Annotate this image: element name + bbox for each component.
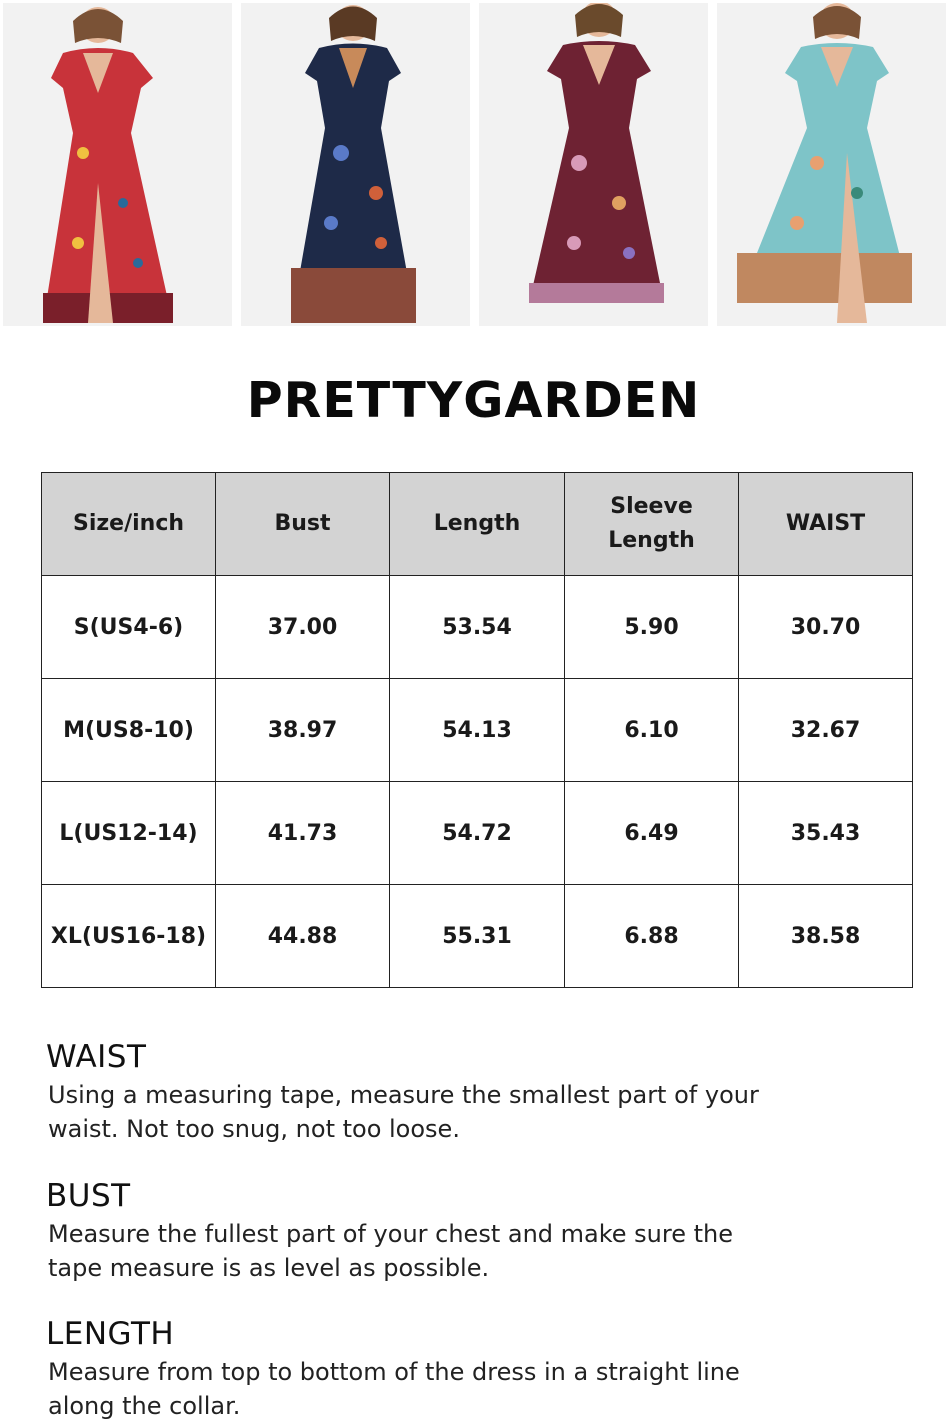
guide-text: Using a measuring tape, measure the smallest part of your waist. Not too snug, not too loose. [48,1081,759,1143]
guide-text: Measure from top to bottom of the dress in a straight line along the collar. [48,1358,740,1420]
waist-cell: 32.67 [739,679,913,782]
dress-figure-icon [241,3,470,326]
length-cell: 53.54 [390,576,565,679]
product-photo-strip [0,0,947,330]
size-cell: L(US12-14) [42,782,216,885]
bust-cell: 37.00 [216,576,390,679]
dress-figure-icon [717,3,946,326]
length-cell: 54.72 [390,782,565,885]
guide-title: LENGTH [46,1316,175,1352]
brand-title: PRETTYGARDEN [246,372,701,429]
length-cell: 54.13 [390,679,565,782]
table-row [42,885,913,988]
sleeve-cell: 6.49 [565,782,739,885]
column-header: Sleeve Length [565,473,739,576]
size-cell: S(US4-6) [42,576,216,679]
dress-figure-icon [3,3,232,326]
waist-cell: 30.70 [739,576,913,679]
guide-bust [46,1179,766,1285]
guide-title: BUST [46,1178,131,1214]
dress-photo-red [3,3,232,326]
dress-figure-icon [479,3,708,326]
bust-cell: 41.73 [216,782,390,885]
bust-cell: 38.97 [216,679,390,782]
sleeve-cell: 6.10 [565,679,739,782]
waist-cell: 35.43 [739,782,913,885]
column-header: Bust [216,473,390,576]
guide-title: WAIST [46,1039,147,1075]
table-header-row [42,473,913,576]
guide-length [46,1317,766,1423]
sleeve-cell: 6.88 [565,885,739,988]
waist-cell: 38.58 [739,885,913,988]
guide-waist [46,1040,766,1146]
table-row [42,782,913,885]
bust-cell: 44.88 [216,885,390,988]
size-cell: XL(US16-18) [42,885,216,988]
column-header: Size/inch [42,473,216,576]
column-header: WAIST [739,473,913,576]
dress-photo-burgundy [479,3,708,326]
size-cell: M(US8-10) [42,679,216,782]
sleeve-cell: 5.90 [565,576,739,679]
guide-text: Measure the fullest part of your chest and make sure the tape measure is as level as possible. [48,1220,734,1282]
size-chart-table [41,472,913,988]
length-cell: 55.31 [390,885,565,988]
column-header: Length [390,473,565,576]
table-row [42,576,913,679]
dress-photo-navy [241,3,470,326]
table-row [42,679,913,782]
dress-photo-lightblue [717,3,946,326]
